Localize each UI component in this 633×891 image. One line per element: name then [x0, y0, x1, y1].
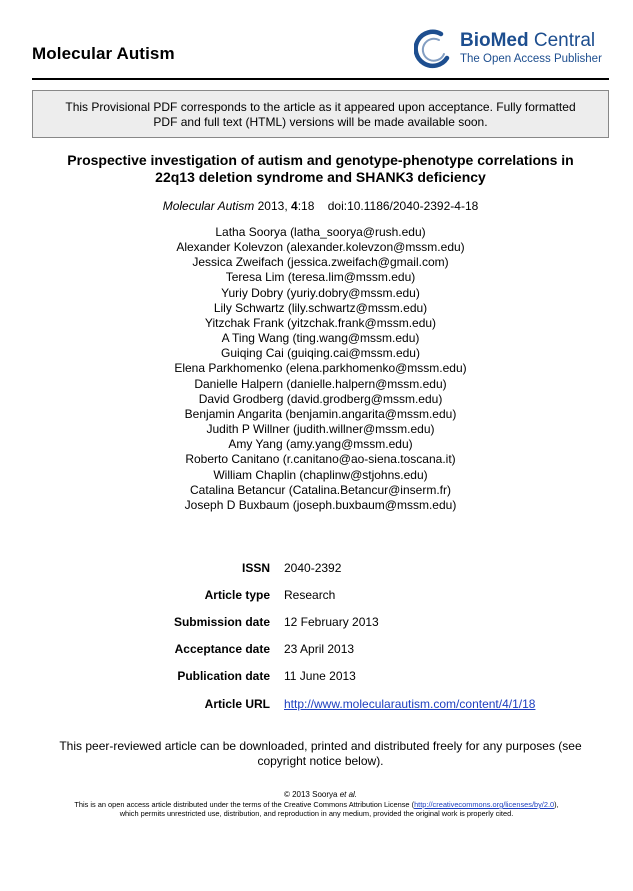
- author-entry: Catalina Betancur (Catalina.Betancur@inserm.fr): [190, 482, 451, 497]
- author-entry: William Chaplin (chaplinw@stjohns.edu): [213, 467, 428, 482]
- license-text-after-link: ),: [554, 800, 559, 809]
- header-divider: [32, 78, 609, 80]
- metadata-row: [32, 697, 609, 713]
- metadata-value: 12 February 2013: [284, 615, 379, 629]
- metadata-row: [32, 615, 609, 631]
- provisional-notice: [32, 90, 609, 138]
- metadata-label: Acceptance date: [174, 642, 270, 656]
- metadata-label: Article URL: [204, 697, 270, 711]
- author-entry: Latha Soorya (latha_soorya@rush.edu): [215, 225, 426, 239]
- author-entry: Lily Schwartz (lily.schwartz@mssm.edu): [213, 300, 428, 315]
- metadata-row: [32, 642, 609, 658]
- metadata-label: Publication date: [177, 669, 270, 683]
- article-title-line-2: 22q13 deletion syndrome and SHANK3 deficiency: [155, 169, 486, 185]
- metadata-label: Submission date: [173, 615, 270, 629]
- journal-name: Molecular Autism: [32, 44, 175, 63]
- author-entry: Yitzchak Frank (yitzchak.frank@mssm.edu): [204, 315, 437, 330]
- citation-volume: 4: [291, 199, 298, 213]
- download-notice: [32, 739, 609, 769]
- author-entry: Elena Parkhomenko (elena.parkhomenko@mssm.edu): [174, 361, 467, 376]
- publisher-tagline: The Open Access Publisher: [460, 53, 602, 65]
- citation-journal: Molecular Autism: [162, 199, 255, 213]
- notice-line-1: This Provisional PDF corresponds to the article as it appeared upon acceptance. Fully formatted: [65, 100, 576, 114]
- copyright-prefix: © 2013 Soorya: [283, 790, 340, 799]
- publisher-brand-bold: BioMed: [460, 30, 529, 51]
- author-entry: Joseph D Buxbaum (joseph.buxbaum@mssm.edu): [184, 497, 457, 512]
- author-entry: Guiqing Cai (guiqing.cai@mssm.edu): [221, 346, 420, 361]
- author-entry: David Grodberg (david.grodberg@mssm.edu): [198, 391, 443, 406]
- publisher-brand-regular: Central: [528, 30, 596, 51]
- license-notice: [0, 800, 633, 818]
- publisher-brand: [460, 30, 595, 52]
- author-list: [32, 225, 609, 513]
- license-line-1: [0, 800, 633, 809]
- license-text-before-link: This is an open access article distributed under the terms of the Creative Commons Attribution License (: [74, 800, 415, 809]
- metadata-label: ISSN: [241, 561, 270, 575]
- metadata-row: [32, 669, 609, 685]
- publisher-logo: [414, 28, 609, 70]
- article-title: [32, 152, 609, 186]
- license-link[interactable]: http://creativecommons.org/licenses/by/2.0: [414, 800, 555, 809]
- metadata-value: 11 June 2013: [284, 669, 356, 683]
- metadata-row: [32, 588, 609, 604]
- metadata-value: Research: [284, 588, 336, 602]
- author-entry: Roberto Canitano (r.canitano@ao-siena.toscana.it): [185, 452, 456, 467]
- metadata-value: 23 April 2013: [284, 642, 355, 656]
- author-entry: Yuriy Dobry (yuriy.dobry@mssm.edu): [221, 285, 420, 300]
- download-notice-line-1: This peer-reviewed article can be downloaded, printed and distributed freely for any purposes (see: [59, 739, 582, 753]
- author-entry: Teresa Lim (teresa.lim@mssm.edu): [225, 270, 416, 285]
- license-line-2: which permits unrestricted use, distribution, and reproduction in any medium, provided the original work is properly cited.: [119, 809, 514, 818]
- metadata-label: Article type: [204, 588, 270, 602]
- citation-doi: doi:10.1186/2040-2392-4-18: [327, 199, 479, 213]
- author-entry: Benjamin Angarita (benjamin.angarita@mssm.edu): [184, 406, 457, 421]
- download-notice-line-2: copyright notice below).: [257, 754, 384, 768]
- article-title-line-1: Prospective investigation of autism and genotype-phenotype correlations in: [67, 152, 574, 168]
- biomed-central-logo-icon: [414, 28, 456, 70]
- author-entry: Amy Yang (amy.yang@mssm.edu): [228, 437, 413, 452]
- author-entry: A Ting Wang (ting.wang@mssm.edu): [221, 331, 420, 346]
- article-url-link[interactable]: http://www.molecularautism.com/content/4/1/18: [284, 697, 536, 711]
- citation: [32, 199, 609, 213]
- metadata-row: [32, 561, 609, 577]
- notice-line-2: PDF and full text (HTML) versions will be made available soon.: [153, 115, 488, 129]
- author-entry: Judith P Willner (judith.willner@mssm.edu): [206, 422, 435, 437]
- author-entry: Danielle Halpern (danielle.halpern@mssm.edu): [194, 376, 447, 391]
- author-entry: Alexander Kolevzon (alexander.kolevzon@mssm.edu): [176, 240, 465, 255]
- copyright-notice: [32, 790, 609, 799]
- copyright-etal: et al.: [339, 790, 358, 799]
- metadata-value: 2040-2392: [284, 561, 342, 575]
- citation-year: 2013,: [254, 199, 291, 213]
- author-entry: Jessica Zweifach (jessica.zweifach@gmail.com): [192, 255, 449, 270]
- citation-article-number: :18: [297, 199, 315, 213]
